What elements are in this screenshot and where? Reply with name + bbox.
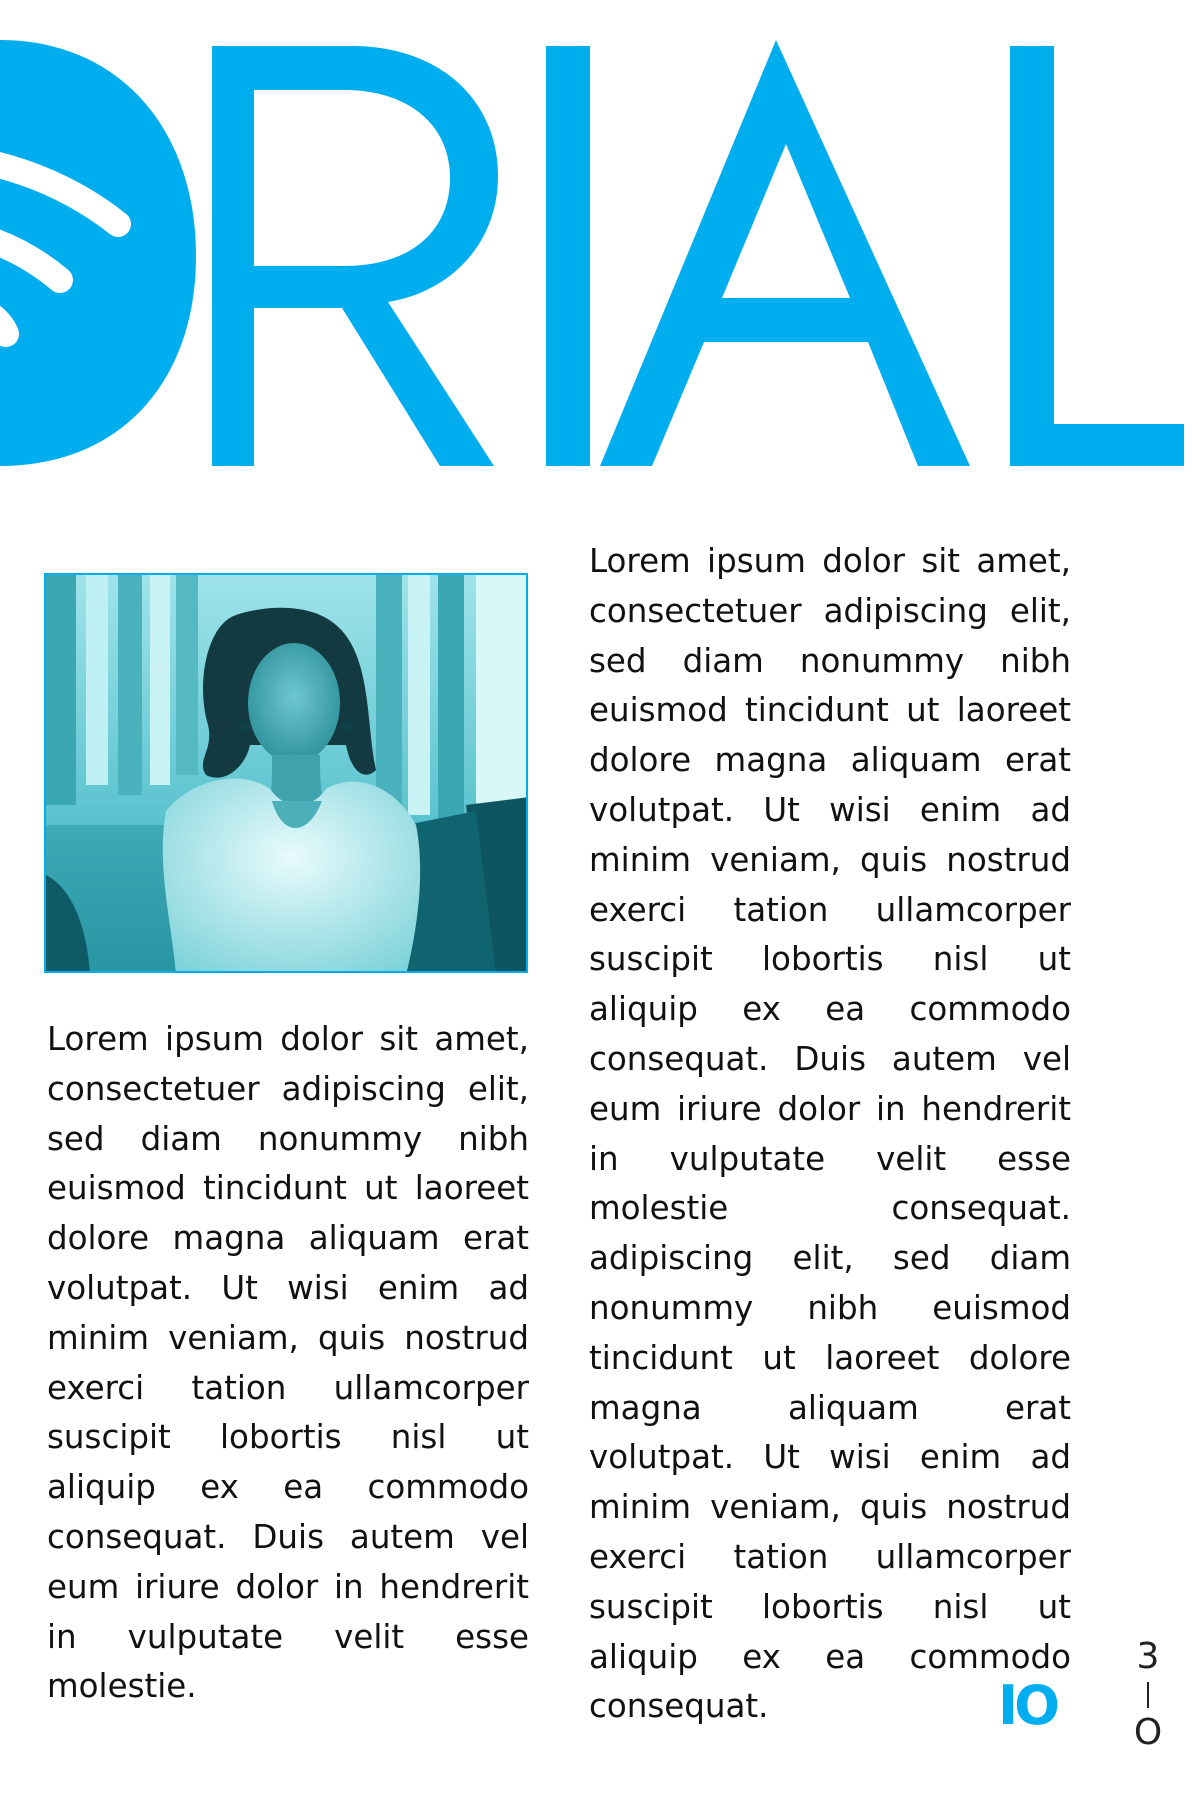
page-folio xyxy=(1132,1636,1164,1754)
woman-portrait-photo xyxy=(46,575,528,973)
end-mark-logo xyxy=(998,1676,1056,1736)
end-mark-text: IO xyxy=(998,1674,1056,1737)
article-column-right: Lorem ipsum dolor sit amet, consectetuer adipiscing elit, sed diam nonummy nibh euismod tincidunt ut laoreet dolore magna aliquam erat volutpat. Ut wisi enim ad minim veniam, quis nostrud exerci tation ullamcorper suscipit lobortis nisl ut aliquip ex ea commodo consequat. Duis autem vel eum iriure dolor in hendrerit in vulputate velit esse molestie consequat. adipiscing elit, sed diam nonummy nibh euismod tincidunt ut laoreet dolore magna aliquam erat volutpat. Ut wisi enim ad minim veniam, quis nostrud exerci tation ullamcorper suscipit lobortis nisl ut aliquip ex ea commodo consequat. xyxy=(589,542,1071,1726)
masthead xyxy=(0,0,1200,500)
folio-divider xyxy=(1147,1682,1149,1708)
portrait-photo xyxy=(44,573,528,973)
folio-section-mark: O xyxy=(1133,1712,1163,1753)
article-column-left: Lorem ipsum dolor sit amet, consectetuer adipiscing elit, sed diam nonummy nibh euismod tincidunt ut laoreet dolore magna aliquam erat volutpat. Ut wisi enim ad minim veniam, quis nostrud exerci tation ullamcorper suscipit lobortis nisl ut aliquip ex ea commodo consequat. Duis autem vel eum iriure dolor in hendrerit in vulputate velit esse molestie. xyxy=(47,1020,529,1706)
page-number: 3 xyxy=(1136,1636,1160,1677)
